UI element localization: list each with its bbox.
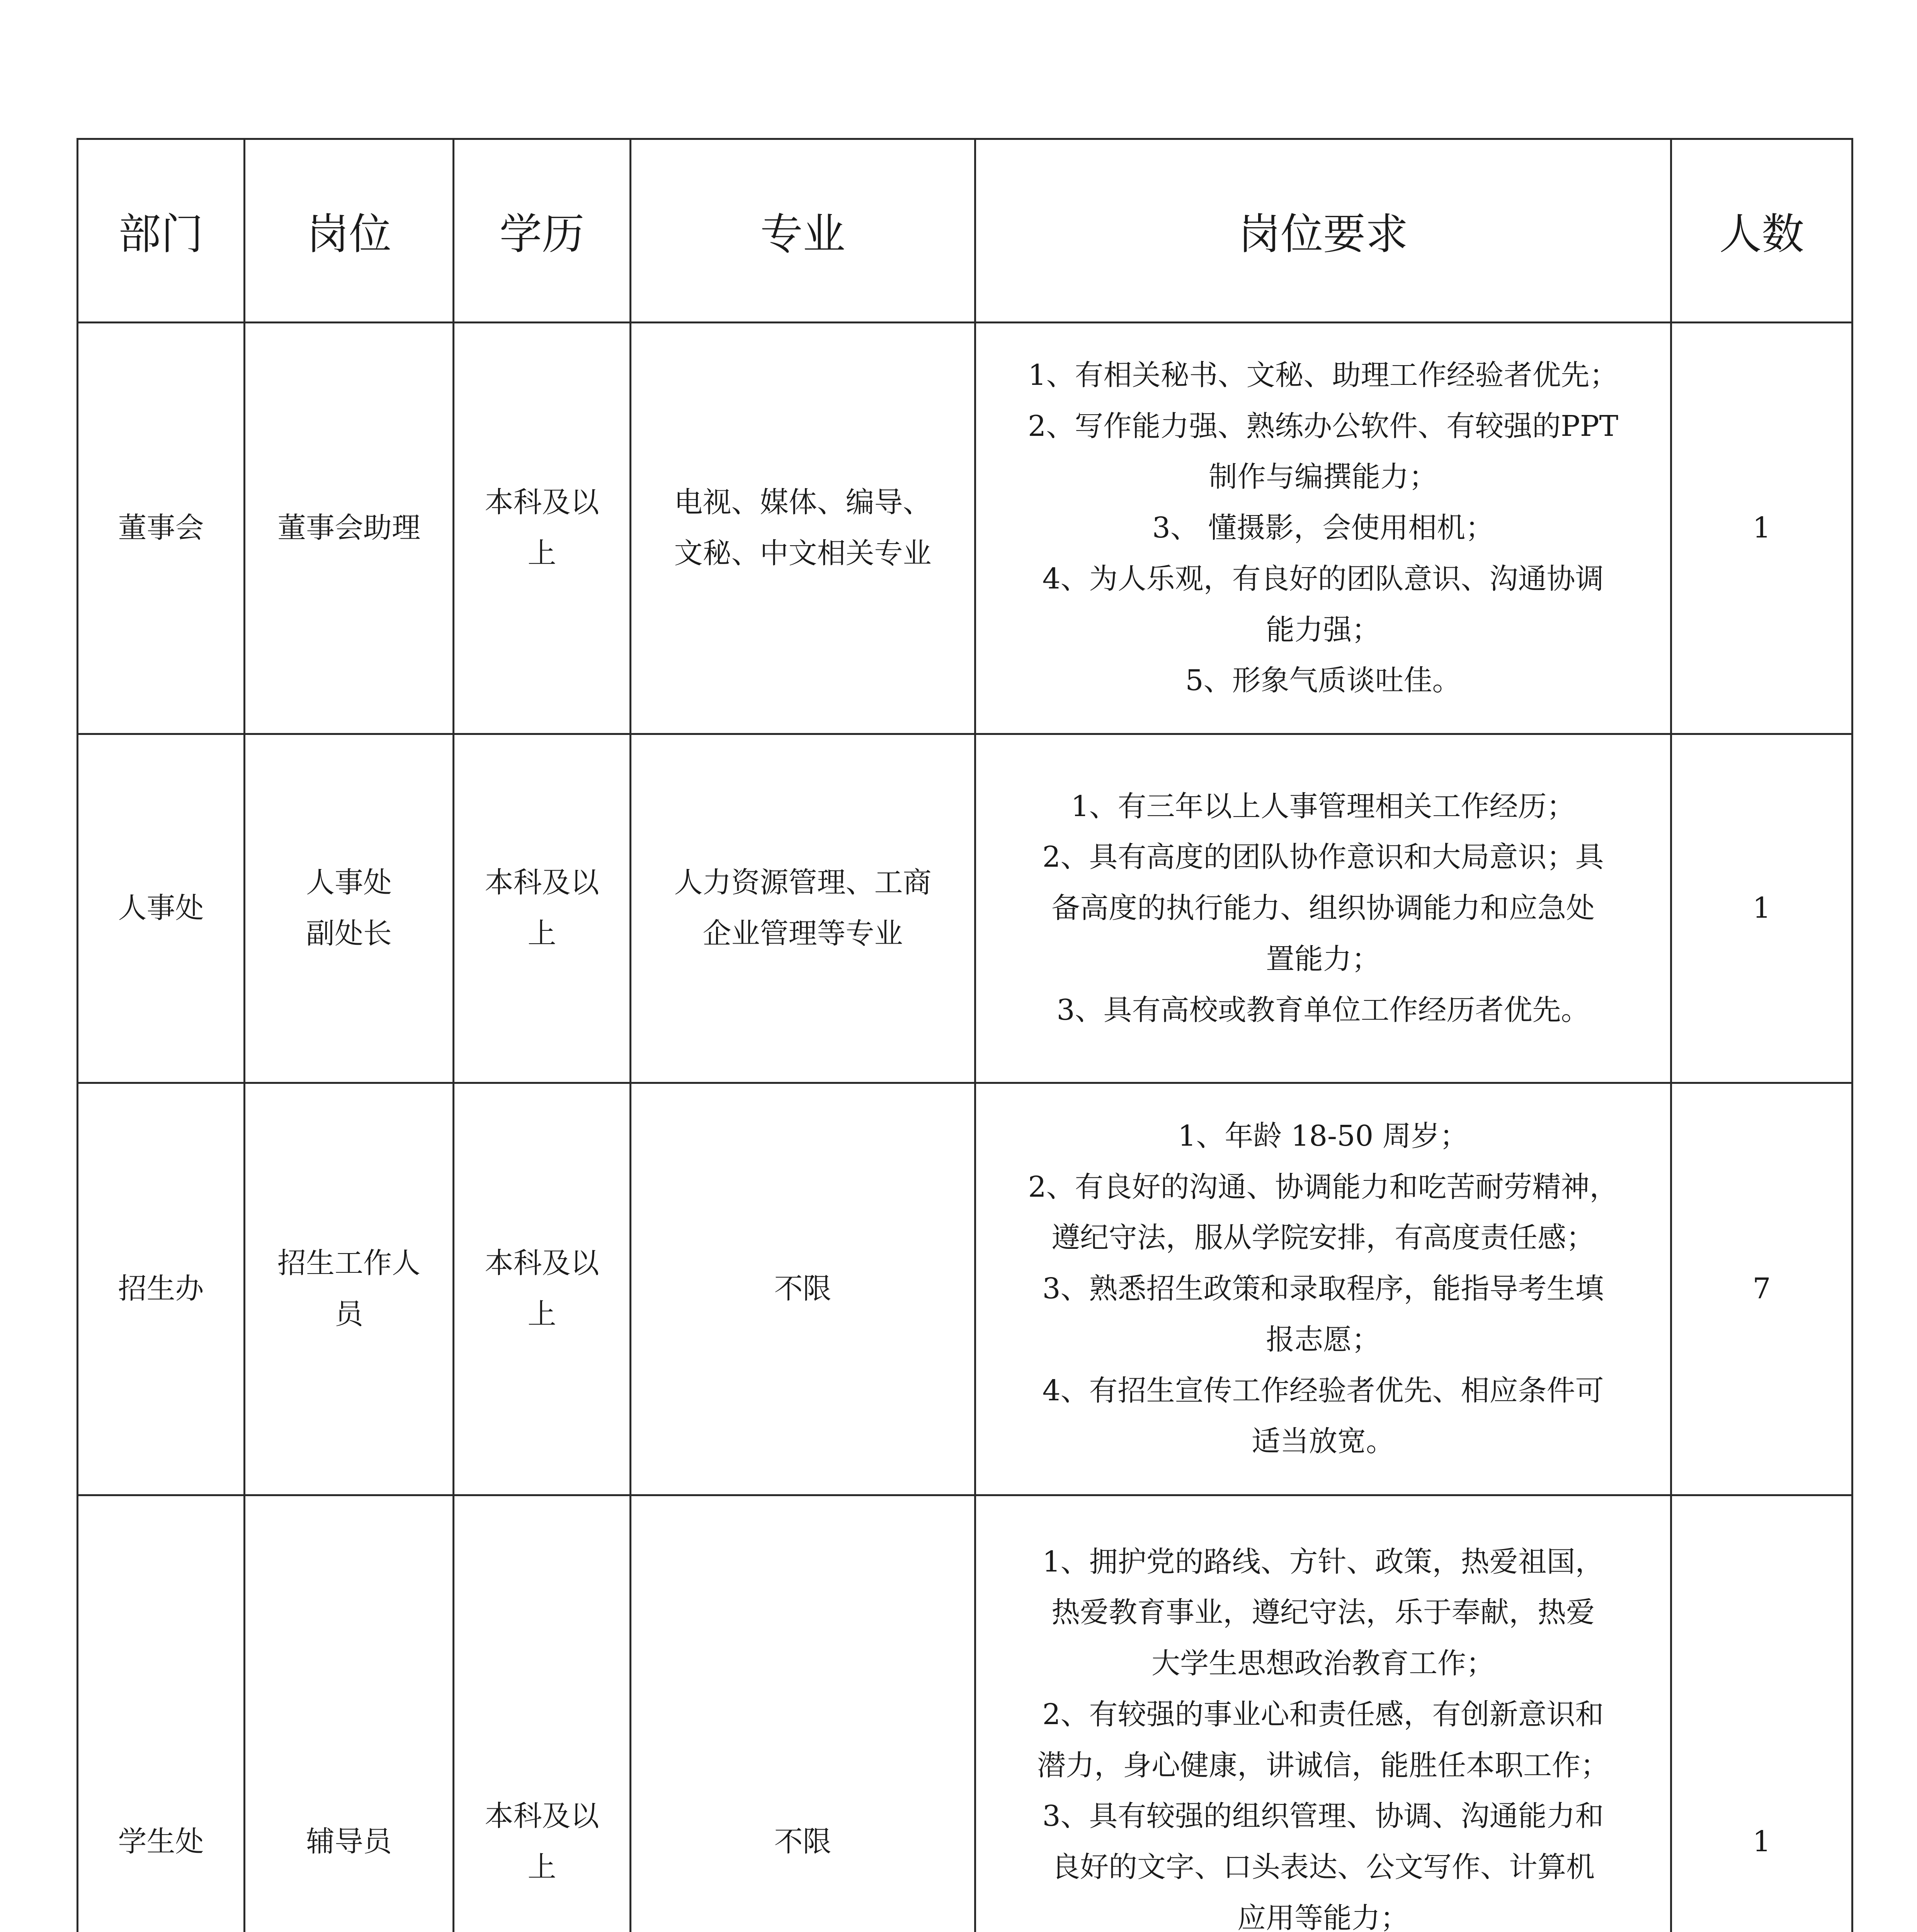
position-text: 员 bbox=[335, 1298, 363, 1331]
department-text: 董事会 bbox=[118, 511, 204, 545]
major-cell bbox=[631, 1083, 975, 1495]
major-text: 不限 bbox=[774, 1272, 832, 1306]
position-text: 副处长 bbox=[306, 917, 392, 950]
header-department: 部门 bbox=[78, 139, 245, 323]
major-cell bbox=[631, 1495, 975, 1932]
requirement-line: 1、有三年以上人事管理相关工作经历； bbox=[1071, 789, 1575, 823]
header-count: 人数 bbox=[1671, 139, 1852, 323]
requirement-line: 2、有较强的事业心和责任感，有创新意识和 bbox=[1042, 1697, 1604, 1731]
requirement-line: 1、年龄 18-50 周岁； bbox=[1178, 1119, 1468, 1153]
requirement-line: 3、具有高校或教育单位工作经历者优先。 bbox=[1056, 993, 1590, 1027]
education-text: 上 bbox=[527, 537, 556, 570]
education-text: 上 bbox=[527, 1298, 556, 1331]
position-cell bbox=[245, 1495, 454, 1932]
requirement-line: 3、具有较强的组织管理、协调、沟通能力和 bbox=[1042, 1799, 1604, 1833]
education-cell bbox=[454, 1495, 631, 1932]
table-row bbox=[78, 734, 1852, 1083]
table-row bbox=[78, 1495, 1852, 1932]
major-cell bbox=[631, 734, 975, 1083]
header-row bbox=[78, 139, 1852, 323]
education-text: 本科及以 bbox=[485, 1799, 599, 1833]
table-row bbox=[78, 323, 1852, 734]
requirement-line: 4、有招生宣传工作经验者优先、相应条件可 bbox=[1042, 1374, 1604, 1407]
major-text: 电视、媒体、编导、 bbox=[674, 486, 932, 519]
requirement-line: 1、拥护党的路线、方针、政策，热爱祖国， bbox=[1042, 1545, 1604, 1578]
requirement-line: 良好的文字、口头表达、公文写作、计算机 bbox=[1051, 1850, 1595, 1884]
requirement-line: 备高度的执行能力、组织协调能力和应急处 bbox=[1051, 891, 1595, 925]
education-text: 本科及以 bbox=[485, 866, 599, 900]
requirement-line: 大学生思想政治教育工作； bbox=[1152, 1647, 1495, 1680]
requirement-line: 3、熟悉招生政策和录取程序，能指导考生填 bbox=[1042, 1272, 1604, 1306]
requirement-line: 报志愿； bbox=[1266, 1323, 1380, 1356]
department-cell bbox=[78, 1083, 245, 1495]
position-text: 辅导员 bbox=[306, 1825, 392, 1859]
requirement-line: 2、具有高度的团队协作意识和大局意识；具 bbox=[1042, 840, 1604, 874]
count-cell: 7 bbox=[1671, 1083, 1852, 1495]
department-text: 人事处 bbox=[118, 891, 204, 925]
requirement-line: 2、写作能力强、熟练办公软件、有较强的PPT bbox=[1027, 409, 1619, 443]
education-cell bbox=[454, 323, 631, 734]
count-cell: 1 bbox=[1671, 1495, 1852, 1932]
major-text: 企业管理等专业 bbox=[703, 917, 903, 950]
requirement-line: 4、为人乐观，有良好的团队意识、沟通协调 bbox=[1042, 562, 1604, 595]
requirement-line: 能力强； bbox=[1266, 613, 1380, 646]
education-text: 上 bbox=[527, 917, 556, 950]
position-cell bbox=[245, 734, 454, 1083]
education-text: 上 bbox=[527, 1850, 556, 1884]
department-text: 招生办 bbox=[118, 1272, 204, 1306]
education-cell bbox=[454, 734, 631, 1083]
header-requirements: 岗位要求 bbox=[975, 139, 1671, 323]
department-cell bbox=[78, 734, 245, 1083]
department-cell bbox=[78, 1495, 245, 1932]
requirement-line: 适当放宽。 bbox=[1252, 1425, 1395, 1458]
requirements-cell bbox=[975, 1495, 1671, 1932]
major-text: 不限 bbox=[774, 1825, 832, 1859]
count-cell: 1 bbox=[1671, 734, 1852, 1083]
job-openings-table bbox=[77, 138, 1853, 1932]
position-text: 人事处 bbox=[306, 866, 392, 900]
table-row bbox=[78, 1083, 1852, 1495]
department-text: 学生处 bbox=[118, 1825, 204, 1859]
requirement-line: 应用等能力； bbox=[1237, 1901, 1409, 1932]
header-education: 学历 bbox=[454, 139, 631, 323]
requirement-line: 置能力； bbox=[1266, 942, 1380, 976]
requirement-line: 1、有相关秘书、文秘、助理工作经验者优先； bbox=[1028, 358, 1618, 392]
requirement-line: 潜力，身心健康，讲诚信，能胜任本职工作； bbox=[1037, 1748, 1609, 1782]
position-text: 董事会助理 bbox=[277, 511, 420, 545]
requirement-line: 5、形象气质谈吐佳。 bbox=[1185, 664, 1461, 697]
position-cell bbox=[245, 1083, 454, 1495]
requirements-cell bbox=[975, 734, 1671, 1083]
education-cell bbox=[454, 1083, 631, 1495]
education-text: 本科及以 bbox=[485, 1247, 599, 1280]
requirement-line: 遵纪守法，服从学院安排，有高度责任感； bbox=[1051, 1221, 1595, 1255]
major-text: 文秘、中文相关专业 bbox=[674, 537, 932, 570]
position-cell bbox=[245, 323, 454, 734]
header-position: 岗位 bbox=[245, 139, 454, 323]
requirements-cell bbox=[975, 323, 1671, 734]
education-text: 本科及以 bbox=[485, 486, 599, 519]
requirement-line: 热爱教育事业，遵纪守法，乐于奉献，热爱 bbox=[1051, 1596, 1595, 1629]
requirement-line: 制作与编撰能力； bbox=[1209, 460, 1437, 494]
requirement-line: 3、 懂摄影，会使用相机； bbox=[1152, 511, 1494, 545]
position-text: 招生工作人 bbox=[277, 1247, 420, 1280]
major-cell bbox=[631, 323, 975, 734]
count-cell: 1 bbox=[1671, 323, 1852, 734]
requirement-line: 2、有良好的沟通、协调能力和吃苦耐劳精神， bbox=[1028, 1170, 1618, 1204]
header-major: 专业 bbox=[631, 139, 975, 323]
department-cell bbox=[78, 323, 245, 734]
major-text: 人力资源管理、工商 bbox=[674, 866, 932, 900]
requirements-cell bbox=[975, 1083, 1671, 1495]
